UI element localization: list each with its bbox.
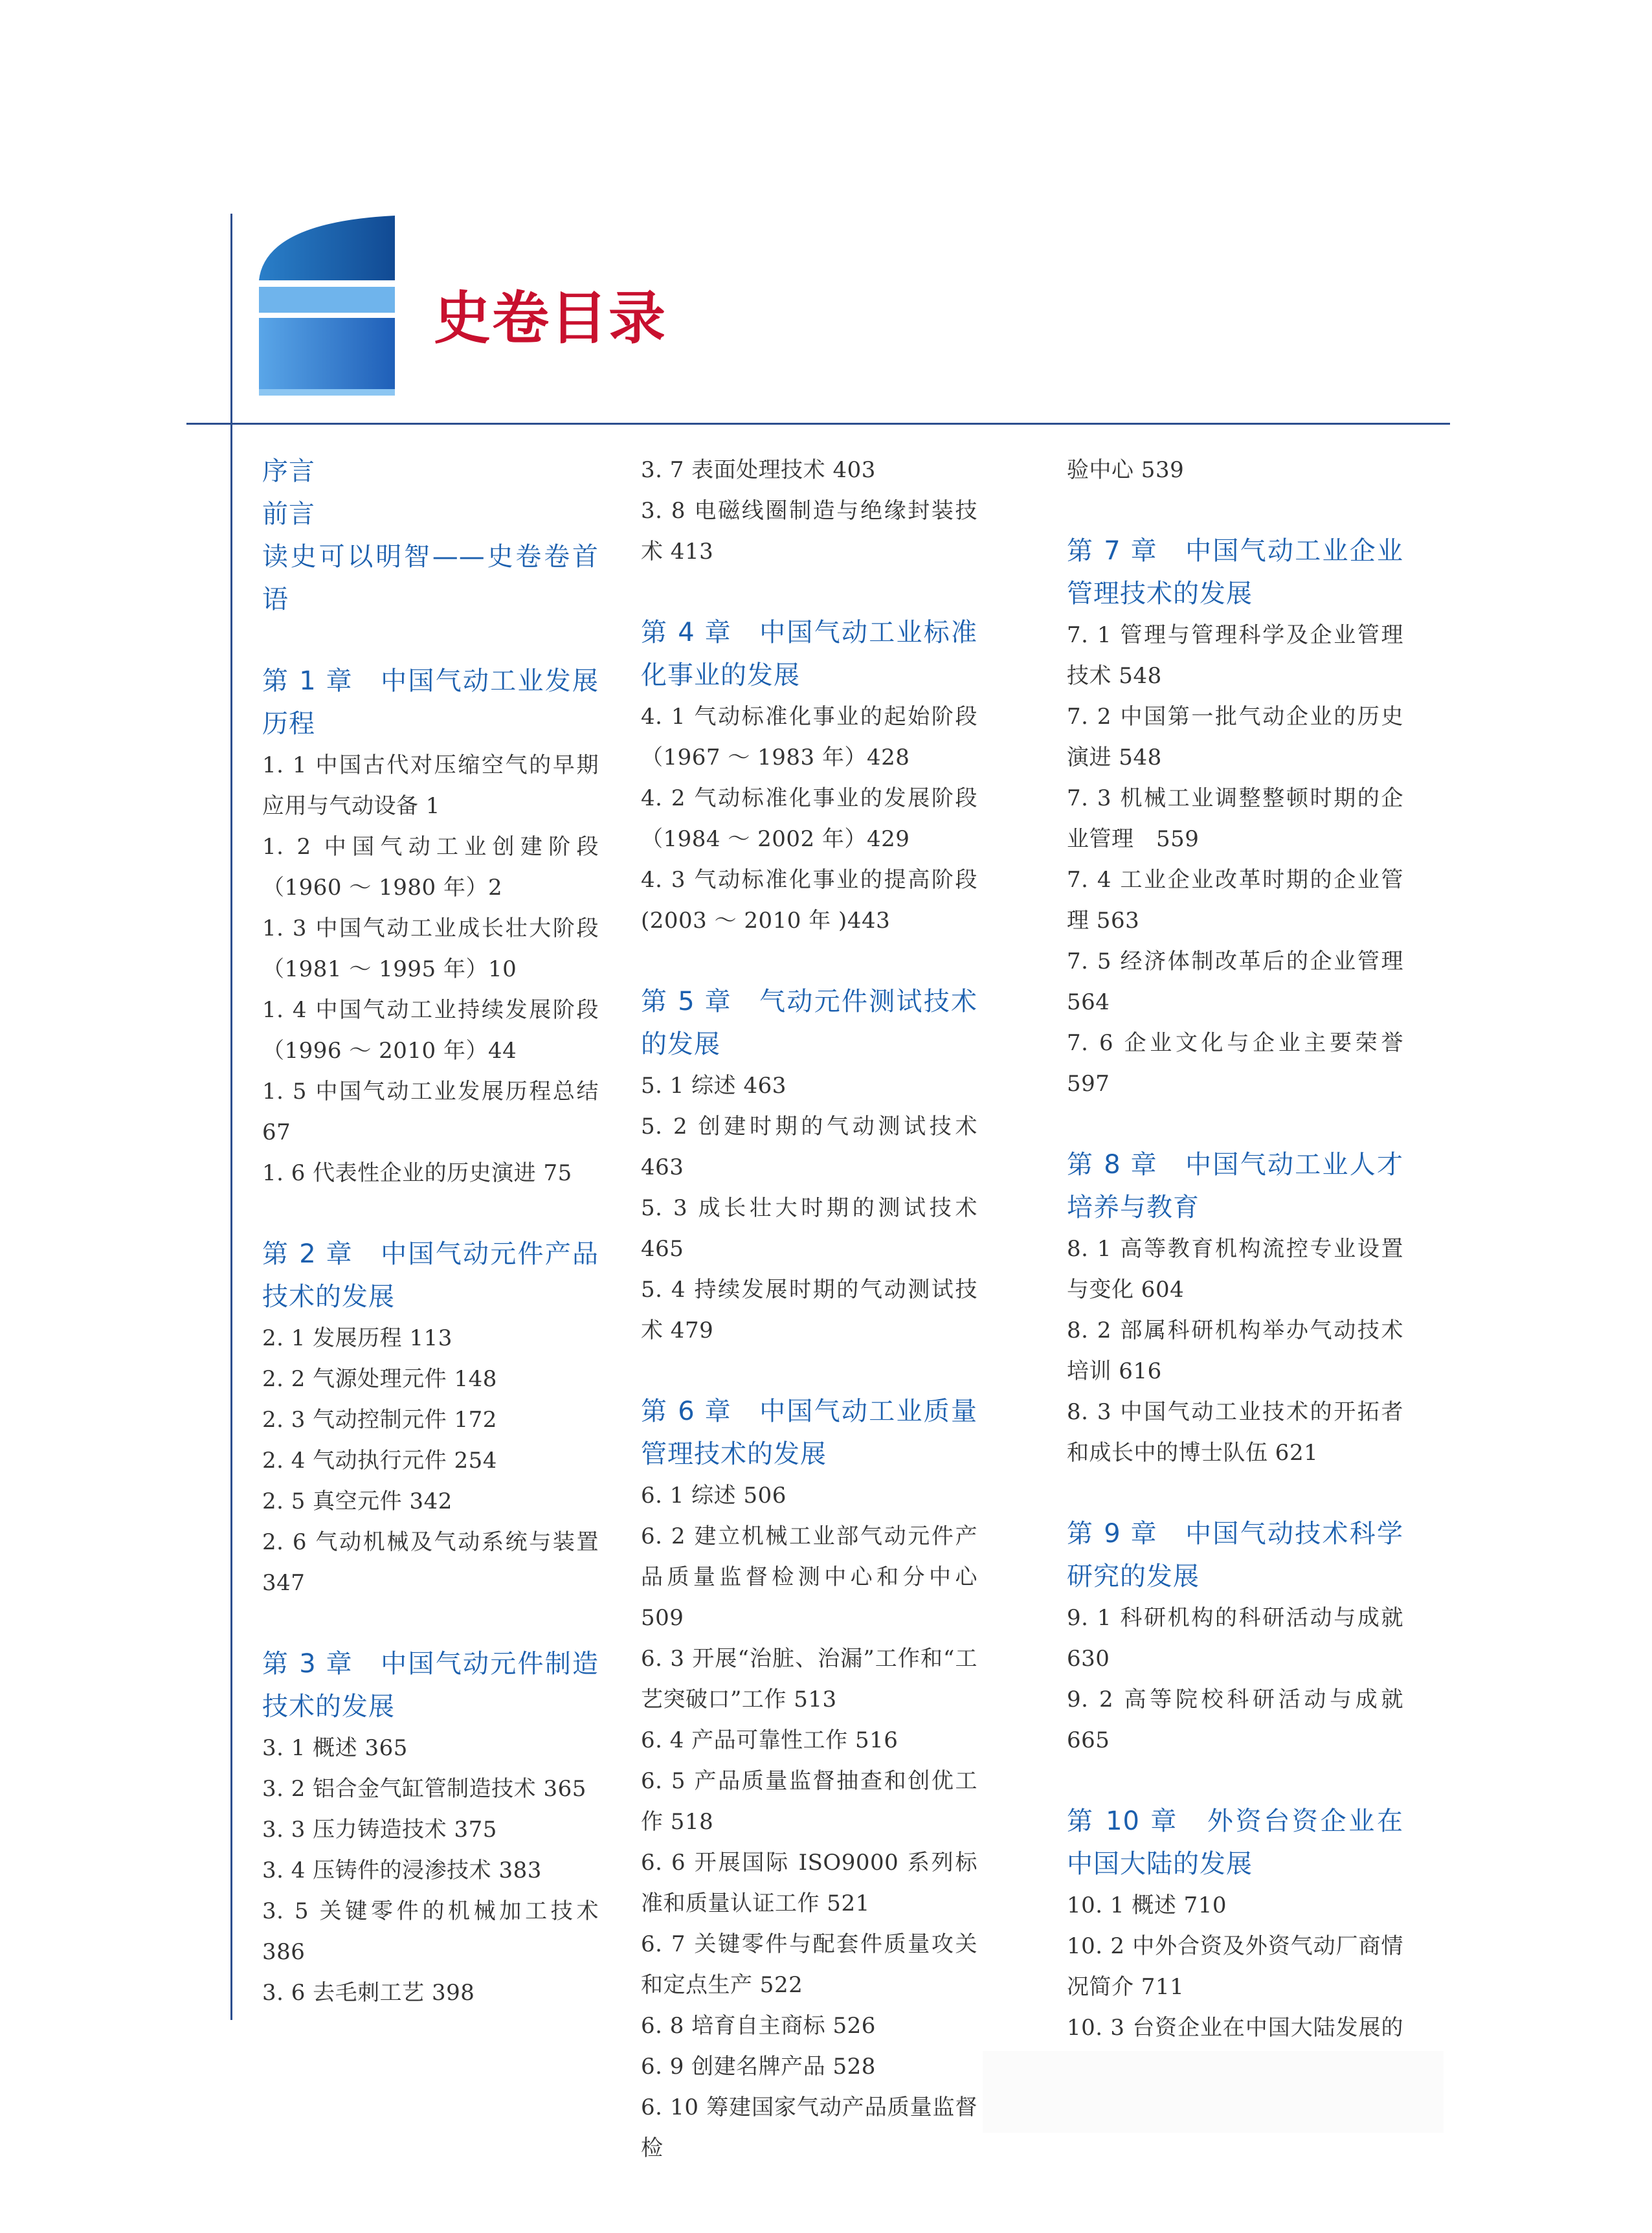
- toc-entry[interactable]: 7. 1 管理与管理科学及企业管理技术 548: [1067, 622, 1403, 689]
- toc-entry[interactable]: 6. 1 综述 506: [641, 1483, 787, 1509]
- toc-entry[interactable]: 2. 5 真空元件 342: [262, 1488, 452, 1514]
- toc-entry[interactable]: 1. 1 中国古代对压缩空气的早期应用与气动设备 1: [262, 752, 599, 819]
- toc-entry[interactable]: 3. 7 表面处理技术 403: [641, 457, 876, 483]
- toc-entry[interactable]: 3. 1 概述 365: [262, 1735, 408, 1761]
- chapter-7-heading[interactable]: 第 7 章 中国气动工业企业管理技术的发展: [1067, 536, 1403, 609]
- toc-entry[interactable]: 5. 2 创建时期的气动测试技术 463: [641, 1114, 977, 1180]
- toc-entry[interactable]: 8. 2 部属科研机构举办气动技术培训 616: [1067, 1318, 1403, 1384]
- toc-entry[interactable]: 1. 3 中国气动工业成长壮大阶段（1981 ～ 1995 年）10: [262, 915, 599, 982]
- toc-entry[interactable]: 6. 8 培育自主商标 526: [641, 2013, 876, 2039]
- page-title: 史卷目录: [434, 285, 667, 352]
- toc-entry[interactable]: 1. 4 中国气动工业持续发展阶段（1996 ～ 2010 年）44: [262, 997, 599, 1064]
- toc-entry[interactable]: 2. 3 气动控制元件 172: [262, 1407, 497, 1433]
- toc-entry[interactable]: 6. 3 开展“治脏、治漏”工作和“工艺突破口”工作 513: [641, 1646, 977, 1712]
- toc-entry[interactable]: 3. 5 关键零件的机械加工技术 386: [262, 1898, 599, 1965]
- toc-entry[interactable]: 1. 5 中国气动工业发展历程总结 67: [262, 1079, 599, 1145]
- toc-entry[interactable]: 1. 6 代表性企业的历史演进 75: [262, 1160, 572, 1186]
- chapter-3-heading[interactable]: 第 3 章 中国气动元件制造技术的发展: [262, 1649, 599, 1722]
- toc-entry[interactable]: 6. 6 开展国际 ISO9000 系列标准和质量认证工作 521: [641, 1850, 977, 1916]
- toc-entry[interactable]: 10. 3 台资企业在中国大陆发展的: [1067, 2015, 1403, 2041]
- toc-entry[interactable]: 3. 2 铝合金气缸管制造技术 365: [262, 1776, 586, 1802]
- toc-entry[interactable]: 3. 6 去毛刺工艺 398: [262, 1980, 475, 2006]
- toc-entry[interactable]: 4. 3 气动标准化事业的提高阶段(2003 ～ 2010 年 )443: [641, 867, 977, 934]
- toc-column-1: [262, 450, 599, 2014]
- toc-entry[interactable]: 8. 3 中国气动工业技术的开拓者和成长中的博士队伍 621: [1067, 1399, 1403, 1466]
- toc-entry[interactable]: 6. 10 筹建国家气动产品质量监督检: [641, 2094, 977, 2161]
- toc-column-3: [1067, 450, 1403, 2089]
- chapter-5-heading[interactable]: 第 5 章 气动元件测试技术的发展: [641, 987, 977, 1059]
- toc-entry[interactable]: 5. 4 持续发展时期的气动测试技术 479: [641, 1277, 977, 1343]
- toc-entry[interactable]: 7. 4 工业企业改革时期的企业管理 563: [1067, 867, 1403, 934]
- toc-column-2: [641, 450, 977, 2169]
- chapter-8-heading[interactable]: 第 8 章 中国气动工业人才培养与教育: [1067, 1150, 1403, 1222]
- chapter-6-heading[interactable]: 第 6 章 中国气动工业质量管理技术的发展: [641, 1397, 977, 1469]
- toc-foreword[interactable]: 前言: [262, 499, 315, 529]
- toc-entry[interactable]: 6. 9 创建名牌产品 528: [641, 2054, 876, 2080]
- toc-entry[interactable]: 7. 3 机械工业调整整顿时期的企业管理 559: [1067, 785, 1403, 852]
- toc-entry[interactable]: 验中心 539: [1067, 457, 1185, 483]
- section-logo-graphic: [259, 216, 395, 397]
- toc-entry[interactable]: 6. 2 建立机械工业部气动元件产品质量监督检测中心和分中心 509: [641, 1523, 977, 1631]
- toc-entry[interactable]: 9. 2 高等院校科研活动与成就 665: [1067, 1687, 1403, 1753]
- toc-entry[interactable]: 8. 1 高等教育机构流控专业设置与变化 604: [1067, 1236, 1403, 1303]
- toc-entry[interactable]: 2. 4 气动执行元件 254: [262, 1448, 497, 1474]
- toc-entry[interactable]: 2. 2 气源处理元件 148: [262, 1366, 497, 1392]
- toc-entry[interactable]: 6. 7 关键零件与配套件质量攻关和定点生产 522: [641, 1931, 977, 1998]
- toc-entry[interactable]: 7. 5 经济体制改革后的企业管理 564: [1067, 948, 1403, 1015]
- toc-entry[interactable]: 1. 2 中国气动工业创建阶段（1960 ～ 1980 年）2: [262, 834, 599, 901]
- toc-entry[interactable]: 3. 4 压铸件的浸渗技术 383: [262, 1857, 542, 1883]
- toc-entry[interactable]: 6. 4 产品可靠性工作 516: [641, 1727, 899, 1753]
- chapter-1-heading[interactable]: 第 1 章 中国气动工业发展历程: [262, 666, 599, 739]
- chapter-9-heading[interactable]: 第 9 章 中国气动技术科学研究的发展: [1067, 1519, 1403, 1591]
- chapter-2-heading[interactable]: 第 2 章 中国气动元件产品技术的发展: [262, 1239, 599, 1312]
- toc-entry[interactable]: 10. 2 中外合资及外资气动厂商情况简介 711: [1067, 1933, 1403, 2000]
- horizontal-rule: [186, 423, 1450, 425]
- toc-entry[interactable]: 4. 1 气动标准化事业的起始阶段（1967 ～ 1983 年）428: [641, 704, 977, 770]
- toc-entry[interactable]: 7. 2 中国第一批气动企业的历史演进 548: [1067, 704, 1403, 770]
- toc-entry[interactable]: 10. 1 概述 710: [1067, 1892, 1227, 1918]
- toc-entry[interactable]: 6. 5 产品质量监督抽查和创优工作 518: [641, 1768, 977, 1835]
- toc-entry[interactable]: 5. 3 成长壮大时期的测试技术 465: [641, 1195, 977, 1262]
- toc-entry[interactable]: 2. 1 发展历程 113: [262, 1325, 452, 1351]
- toc-prologue[interactable]: 读史可以明智——史卷卷首语: [262, 542, 599, 614]
- toc-entry[interactable]: 4. 2 气动标准化事业的发展阶段（1984 ～ 2002 年）429: [641, 785, 977, 852]
- toc-entry[interactable]: 5. 1 综述 463: [641, 1073, 787, 1099]
- chapter-4-heading[interactable]: 第 4 章 中国气动工业标准化事业的发展: [641, 618, 977, 690]
- toc-entry[interactable]: 2. 6 气动机械及气动系统与装置 347: [262, 1529, 599, 1596]
- blank-patch: [983, 2051, 1444, 2133]
- toc-preface[interactable]: 序言: [262, 456, 315, 486]
- toc-entry[interactable]: 9. 1 科研机构的科研活动与成就 630: [1067, 1605, 1403, 1672]
- toc-entry[interactable]: 3. 8 电磁线圈制造与绝缘封装技术 413: [641, 498, 977, 565]
- vertical-rule: [230, 214, 232, 2020]
- toc-entry[interactable]: 3. 3 压力铸造技术 375: [262, 1817, 497, 1843]
- chapter-10-heading[interactable]: 第 10 章 外资台资企业在中国大陆的发展: [1067, 1806, 1403, 1879]
- toc-entry[interactable]: 7. 6 企业文化与企业主要荣誉 597: [1067, 1030, 1403, 1097]
